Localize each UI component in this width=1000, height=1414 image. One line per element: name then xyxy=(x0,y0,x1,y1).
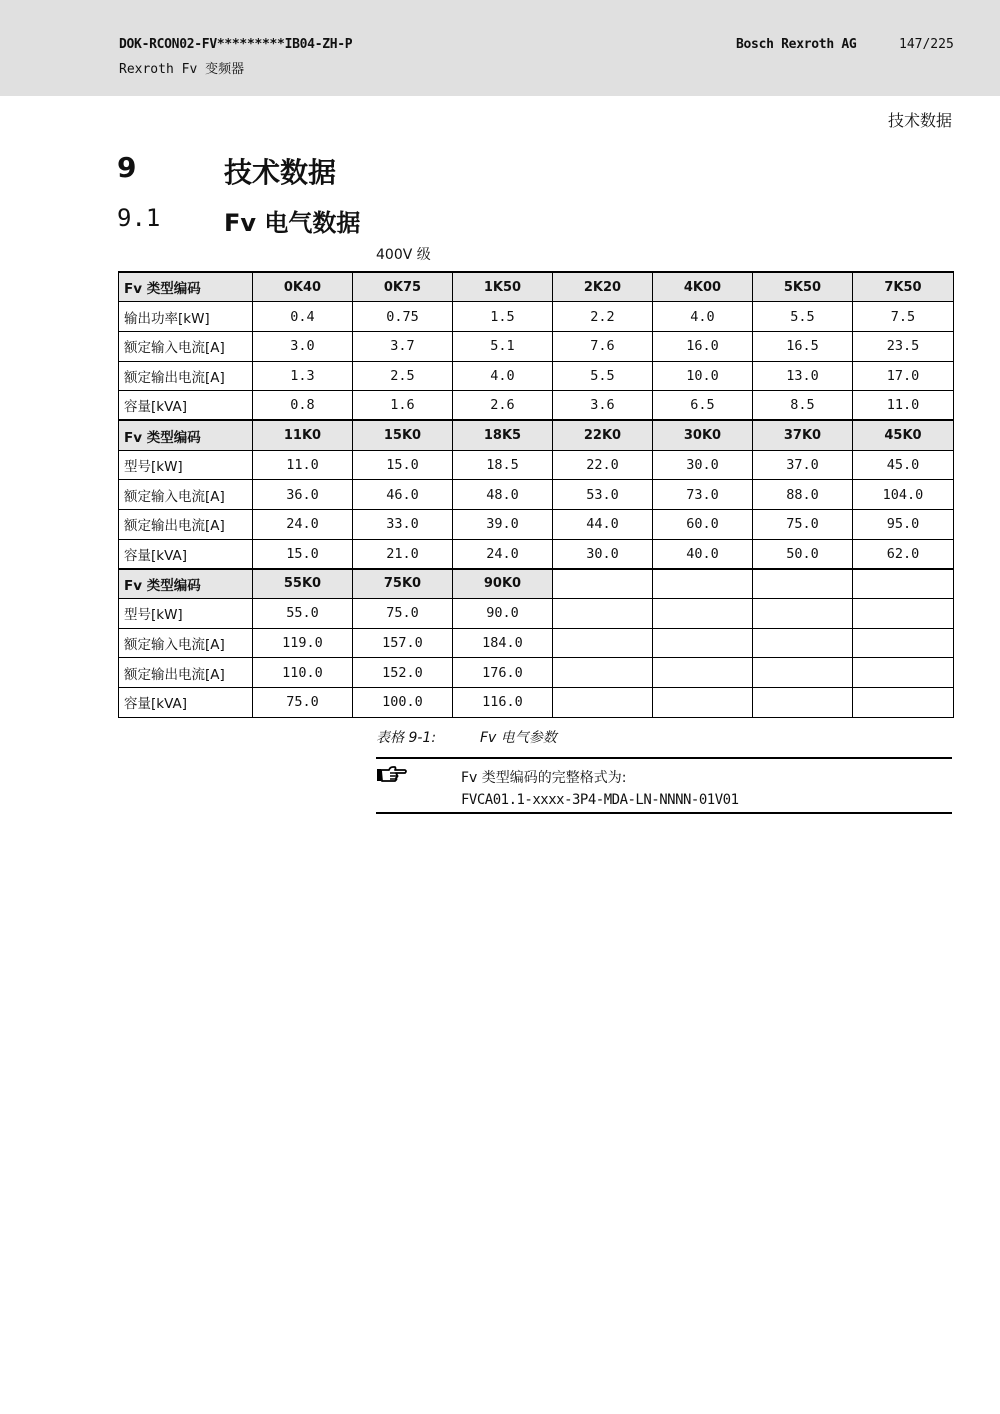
value-cell: 10.0 xyxy=(653,361,753,391)
value-cell: 24.0 xyxy=(253,510,353,540)
document-subtitle: Rexroth Fv 变频器 xyxy=(119,62,245,77)
value-cell: 2.5 xyxy=(353,361,453,391)
value-cell: 16.5 xyxy=(753,331,853,361)
heading1-number: 9 xyxy=(117,151,137,184)
value-cell: 50.0 xyxy=(753,539,853,569)
value-cell: 22.0 xyxy=(553,450,653,480)
row-label: 输出功率[kW] xyxy=(119,302,253,332)
table-header-row xyxy=(119,569,954,599)
table-caption-label: 表格 9-1: xyxy=(376,730,437,746)
section-marker: 技术数据 xyxy=(887,111,952,130)
value-cell: 46.0 xyxy=(353,480,453,510)
value-cell xyxy=(653,599,753,629)
type-code-cell: 0K75 xyxy=(353,272,453,302)
value-cell: 7.6 xyxy=(553,331,653,361)
value-cell xyxy=(753,599,853,629)
value-cell xyxy=(553,599,653,629)
company-name: Bosch Rexroth AG xyxy=(736,37,857,52)
table-caption-text: Fv 电气参数 xyxy=(480,730,557,746)
table-row xyxy=(119,628,954,658)
value-cell xyxy=(553,688,653,718)
value-cell: 0.8 xyxy=(253,391,353,421)
value-cell: 5.5 xyxy=(553,361,653,391)
type-code-cell: 7K50 xyxy=(853,272,954,302)
value-cell xyxy=(653,628,753,658)
table-row xyxy=(119,658,954,688)
value-cell: 116.0 xyxy=(453,688,553,718)
type-code-cell: 11K0 xyxy=(253,420,353,450)
value-cell: 7.5 xyxy=(853,302,954,332)
table-row xyxy=(119,480,954,510)
row-label: 型号[kW] xyxy=(119,450,253,480)
value-cell: 11.0 xyxy=(253,450,353,480)
value-cell: 2.6 xyxy=(453,391,553,421)
document-code: DOK-RCON02-FV*********IB04-ZH-P xyxy=(119,37,353,52)
value-cell: 39.0 xyxy=(453,510,553,540)
value-cell: 2.2 xyxy=(553,302,653,332)
electrical-data-table xyxy=(118,271,954,718)
value-cell: 15.0 xyxy=(353,450,453,480)
value-cell: 3.0 xyxy=(253,331,353,361)
table-row xyxy=(119,510,954,540)
value-cell: 11.0 xyxy=(853,391,954,421)
value-cell: 55.0 xyxy=(253,599,353,629)
value-cell xyxy=(653,658,753,688)
row-label: 额定输出电流[A] xyxy=(119,658,253,688)
type-code-cell: 2K20 xyxy=(553,272,653,302)
value-cell: 73.0 xyxy=(653,480,753,510)
value-cell: 5.5 xyxy=(753,302,853,332)
type-code-cell: 55K0 xyxy=(253,569,353,599)
value-cell: 4.0 xyxy=(453,361,553,391)
type-code-cell: 0K40 xyxy=(253,272,353,302)
heading2-title: Fv 电气数据 xyxy=(224,209,361,237)
value-cell: 17.0 xyxy=(853,361,954,391)
value-cell: 18.5 xyxy=(453,450,553,480)
value-cell: 75.0 xyxy=(353,599,453,629)
value-cell: 62.0 xyxy=(853,539,954,569)
value-cell: 13.0 xyxy=(753,361,853,391)
value-cell: 44.0 xyxy=(553,510,653,540)
value-cell: 0.75 xyxy=(353,302,453,332)
type-code-label: Fv 类型编码 xyxy=(119,420,253,450)
type-code-label: Fv 类型编码 xyxy=(119,569,253,599)
type-code-cell: 15K0 xyxy=(353,420,453,450)
table-row xyxy=(119,599,954,629)
value-cell xyxy=(853,688,954,718)
value-cell: 15.0 xyxy=(253,539,353,569)
table-row xyxy=(119,539,954,569)
value-cell: 40.0 xyxy=(653,539,753,569)
value-cell: 8.5 xyxy=(753,391,853,421)
row-label: 额定输入电流[A] xyxy=(119,331,253,361)
row-label: 额定输入电流[A] xyxy=(119,628,253,658)
value-cell xyxy=(653,688,753,718)
row-label: 额定输入电流[A] xyxy=(119,480,253,510)
value-cell: 1.5 xyxy=(453,302,553,332)
row-label: 容量[kVA] xyxy=(119,539,253,569)
value-cell: 157.0 xyxy=(353,628,453,658)
value-cell: 23.5 xyxy=(853,331,954,361)
heading2-number: 9.1 xyxy=(117,204,161,232)
value-cell: 53.0 xyxy=(553,480,653,510)
value-cell: 5.1 xyxy=(453,331,553,361)
table-header-row xyxy=(119,272,954,302)
type-code-cell: 5K50 xyxy=(753,272,853,302)
value-cell xyxy=(753,658,853,688)
type-code-cell xyxy=(753,569,853,599)
table-row xyxy=(119,450,954,480)
value-cell: 75.0 xyxy=(253,688,353,718)
type-code-label: Fv 类型编码 xyxy=(119,272,253,302)
value-cell: 176.0 xyxy=(453,658,553,688)
value-cell xyxy=(853,658,954,688)
row-label: 额定输出电流[A] xyxy=(119,361,253,391)
pointing-hand-icon xyxy=(376,765,408,785)
page-number: 147/225 xyxy=(899,37,954,52)
type-code-cell: 45K0 xyxy=(853,420,954,450)
value-cell: 3.7 xyxy=(353,331,453,361)
type-code-cell: 30K0 xyxy=(653,420,753,450)
type-code-cell: 75K0 xyxy=(353,569,453,599)
value-cell xyxy=(853,628,954,658)
row-label: 容量[kVA] xyxy=(119,391,253,421)
value-cell: 16.0 xyxy=(653,331,753,361)
note-line-1: Fv 类型编码的完整格式为: xyxy=(461,770,627,786)
value-cell: 24.0 xyxy=(453,539,553,569)
row-label: 型号[kW] xyxy=(119,599,253,629)
value-cell: 6.5 xyxy=(653,391,753,421)
value-cell xyxy=(553,628,653,658)
value-cell: 30.0 xyxy=(553,539,653,569)
table-row xyxy=(119,688,954,718)
value-cell: 21.0 xyxy=(353,539,453,569)
value-cell: 184.0 xyxy=(453,628,553,658)
heading1-title: 技术数据 xyxy=(224,156,337,189)
row-label: 额定输出电流[A] xyxy=(119,510,253,540)
type-code-cell xyxy=(853,569,954,599)
value-cell: 95.0 xyxy=(853,510,954,540)
type-code-cell xyxy=(553,569,653,599)
value-cell: 119.0 xyxy=(253,628,353,658)
table-header-row xyxy=(119,420,954,450)
type-code-cell: 18K5 xyxy=(453,420,553,450)
note-line-2: FVCA01.1-xxxx-3P4-MDA-LN-NNNN-01V01 xyxy=(461,792,739,808)
table-row xyxy=(119,361,954,391)
value-cell: 1.3 xyxy=(253,361,353,391)
value-cell: 110.0 xyxy=(253,658,353,688)
value-cell: 3.6 xyxy=(553,391,653,421)
value-cell: 4.0 xyxy=(653,302,753,332)
value-cell: 104.0 xyxy=(853,480,954,510)
type-code-cell: 4K00 xyxy=(653,272,753,302)
type-code-cell: 1K50 xyxy=(453,272,553,302)
value-cell: 45.0 xyxy=(853,450,954,480)
type-code-cell: 37K0 xyxy=(753,420,853,450)
value-cell: 33.0 xyxy=(353,510,453,540)
value-cell: 30.0 xyxy=(653,450,753,480)
value-cell: 75.0 xyxy=(753,510,853,540)
value-cell: 60.0 xyxy=(653,510,753,540)
value-cell: 37.0 xyxy=(753,450,853,480)
value-cell xyxy=(853,599,954,629)
table-row xyxy=(119,302,954,332)
value-cell: 88.0 xyxy=(753,480,853,510)
row-label: 容量[kVA] xyxy=(119,688,253,718)
type-code-cell xyxy=(653,569,753,599)
value-cell: 100.0 xyxy=(353,688,453,718)
value-cell: 1.6 xyxy=(353,391,453,421)
value-cell: 48.0 xyxy=(453,480,553,510)
note-box xyxy=(376,757,952,814)
table-row xyxy=(119,331,954,361)
table-row xyxy=(119,391,954,421)
page-header xyxy=(0,0,1000,96)
value-cell: 152.0 xyxy=(353,658,453,688)
value-cell: 36.0 xyxy=(253,480,353,510)
value-cell: 0.4 xyxy=(253,302,353,332)
value-cell xyxy=(753,628,853,658)
type-code-cell: 90K0 xyxy=(453,569,553,599)
value-cell xyxy=(753,688,853,718)
voltage-class-label: 400V 级 xyxy=(376,247,431,263)
type-code-cell: 22K0 xyxy=(553,420,653,450)
value-cell: 90.0 xyxy=(453,599,553,629)
value-cell xyxy=(553,658,653,688)
